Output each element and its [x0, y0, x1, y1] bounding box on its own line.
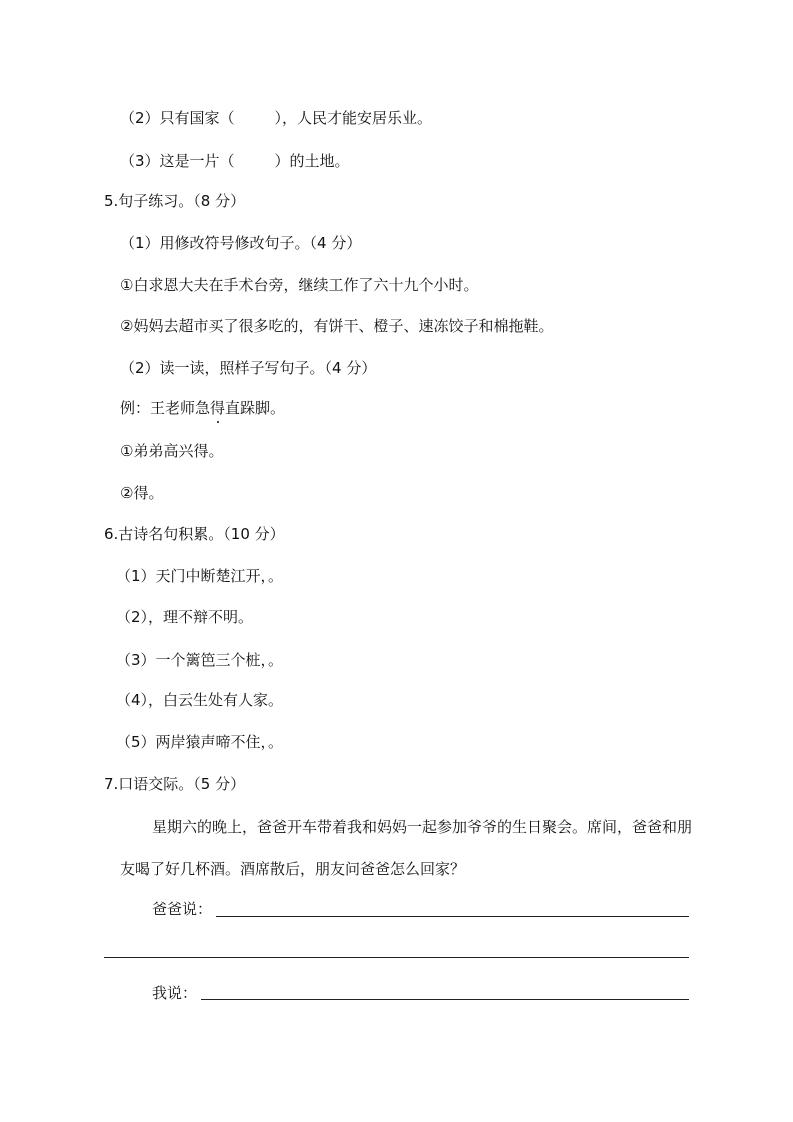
q5-example — [120, 398, 285, 418]
q4-item-2-before: （2）只有国家（ — [120, 109, 235, 127]
q7-paragraph-line-2: 友喝了好几杯酒。酒席散后，朋友问爸爸怎么回家？ — [120, 860, 466, 878]
q5-part1-title: （1）用修改符号修改句子。（4 分） — [120, 234, 362, 252]
q5-part2-sentence-2: ②得。 — [120, 484, 164, 502]
q7-title: 7.口语交际。（5 分） — [104, 775, 246, 793]
q4-item-3-after: ）的土地。 — [274, 152, 350, 170]
q7-dad-label: 爸爸说： — [152, 900, 213, 918]
q6-item-1: （1）天门中断楚江开，。 — [116, 567, 284, 585]
q5-part1-sentence-2: ②妈妈去超市买了很多吃的，有饼干、橙子、速冻饺子和棉拖鞋。 — [120, 317, 554, 335]
q5-example-emphasis: 得 — [210, 399, 226, 417]
q7-me-label: 我说： — [152, 984, 198, 1002]
q4-item-2-after: ），人民才能安居乐业。 — [274, 109, 433, 127]
q6-item-2: （2），理不辩不明。 — [116, 608, 254, 626]
q4-item-2 — [120, 108, 432, 128]
q5-example-before: 例：王老师急 — [120, 399, 211, 417]
q6-item-4: （4），白云生处有人家。 — [116, 691, 284, 709]
q6-item-3: （3）一个篱笆三个桩，。 — [116, 651, 284, 669]
q4-item-3 — [120, 151, 350, 171]
q7-paragraph-line-1: 星期六的晚上，爸爸开车带着我和妈妈一起参加爷爷的生日聚会。席间，爸爸和朋 — [152, 818, 693, 836]
q5-part2-sentence-1: ①弟弟高兴得。 — [120, 442, 224, 460]
q7-dad-answer-line-2[interactable] — [104, 957, 689, 958]
q5-title: 5.句子练习。（8 分） — [104, 192, 246, 210]
q7-dad-answer-line[interactable] — [216, 916, 689, 917]
q5-part2-title: （2）读一读，照样子写句子。（4 分） — [120, 359, 377, 377]
q7-me-answer-line[interactable] — [201, 999, 689, 1000]
q5-example-after: 直跺脚。 — [225, 399, 286, 417]
q5-part1-sentence-1: ①白求恩大夫在手术台旁，继续工作了六十九个小时。 — [120, 276, 479, 294]
q6-item-5: （5）两岸猿声啼不住，。 — [116, 733, 284, 751]
q6-title: 6.古诗名句积累。（10 分） — [104, 525, 285, 543]
q4-item-3-before: （3）这是一片（ — [120, 152, 235, 170]
